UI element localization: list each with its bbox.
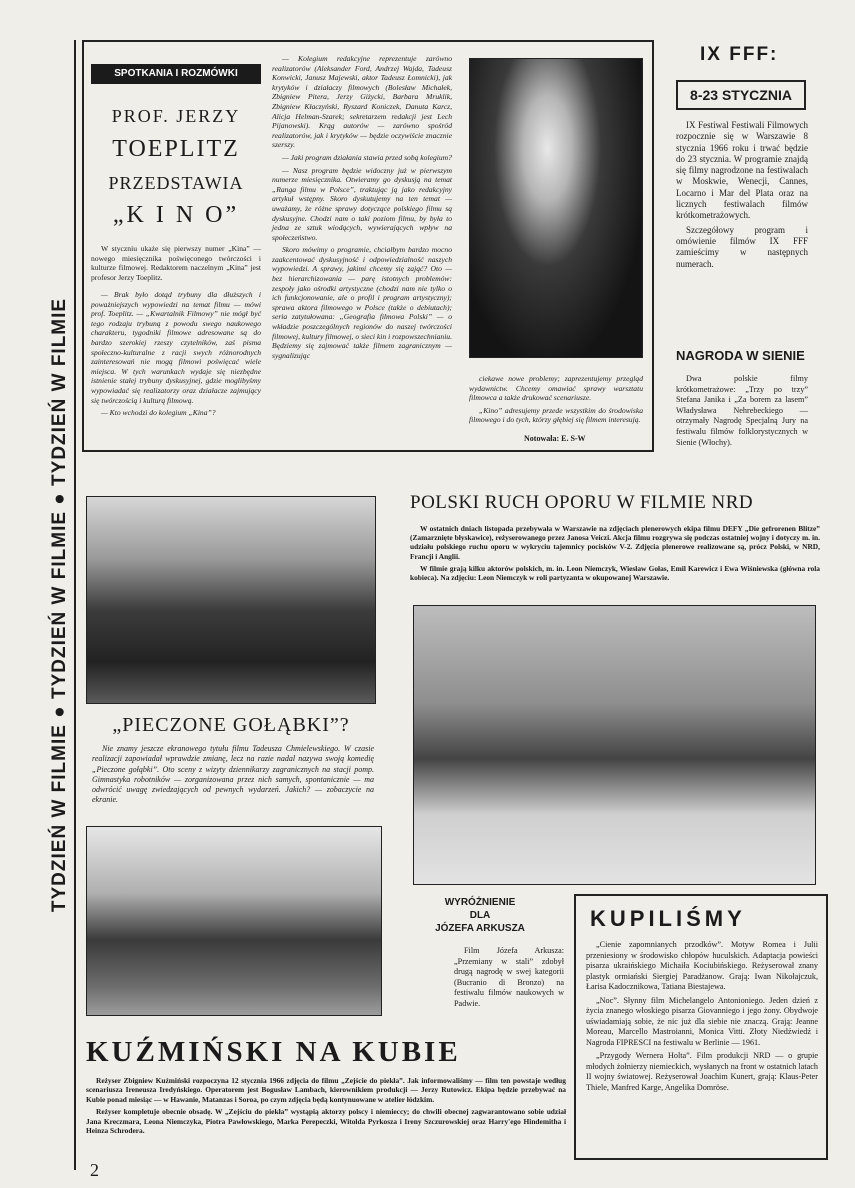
fff-body [676, 120, 808, 273]
interview-col2-p2: — Jaki program działania stawia przed sobą kolegium? [282, 152, 452, 162]
interview-col2 [272, 54, 452, 363]
interview-title-1: PROF. JERZY [111, 106, 241, 126]
interview-col3-p1: ciekawe nowe problemy; zaprezentujemy przegląd wydawnictw. Chcemy omawiać sprawy warsztatu filmowca a także drukować scenariusze. [469, 374, 643, 403]
siena-body [676, 374, 808, 451]
arkusz-title [396, 896, 564, 935]
kupilismy-p2: „Noc”. Słynny film Michelangelo Antonioniego. Jeden dzień z życia znanego włoskiego pisarza Giovanniego i jego żony. Obydwoje uświadamiają sobie, że nic już dla siebie nie znaczą. Grają: Jeanne Moreau, Marcello Mastroianni, Monica Vitti. Złoty Niedźwiedź i Nagroda FIPRESCI na festiwalu w Berlinie — 1961. [586, 995, 818, 1047]
interview-title-4: „K I N O” [112, 202, 240, 228]
golabki-body-text: Nie znamy jeszcze ekranowego tytułu filmu Tadeusza Chmielewskiego. W czasie realizacji zapowiadał wprawdzie zmianę, lecz na razie nadal nazywa swoją komedię „Pieczone gołąbki”. Oto sceny z wizyty dziennikarzy zagranicznych na stacji pomp. Gimnastyka robotników — zorganizowana przez nich samych, spontanicznie — ma odwrócić uwagę zwiedzających od pewnych wydarzeń. Jakich? — zobaczycie na ekranie. [92, 744, 374, 805]
arkusz-body [454, 946, 564, 1013]
golabki-photo-gymnastics [86, 826, 382, 1016]
nrd-body [410, 524, 820, 585]
arkusz-title-3: JÓZEFA ARKUSZA [435, 923, 525, 934]
golabki-title: „PIECZONE GOŁĄBKI”? [112, 714, 350, 736]
golabki-body [92, 744, 374, 809]
siena-body-text: Dwa polskie filmy krótkometrażowe: „Trzy po trzy” Stefana Janika i „Za borem za lasem” Władysława Nehrebeckiego — otrzymały Nagrodę Specjalną Jury na festiwalu filmów folklorystycznych w Sienie (Włochy). [676, 374, 808, 447]
interview-lead-text: W styczniu ukaże się pierwszy numer „Kina” — nowego miesięcznika poświęconego twórczości i kulturze filmowej. Redaktorem naczelnym „Kina” jest profesor Jerzy Toeplitz. [91, 244, 261, 282]
nrd-body-p2: W filmie grają kilku aktorów polskich, m. in. Leon Niemczyk, Wiesław Gołas, Emil Karewicz i Ewa Wiśniewska (główna rola kobieca). Na zdjęciu: Leon Niemczyk w roli partyzanta w okupowanej Warszawie. [410, 563, 820, 583]
kupilismy-box [574, 894, 828, 1160]
page-number: 2 [90, 1160, 99, 1180]
interview-box [82, 40, 654, 452]
arkusz-title-1: WYRÓŻNIENIE [444, 897, 516, 908]
golabki-photo-group [86, 496, 376, 704]
interview-col1-p2: — Kto wchodzi do kolegium „Kina”? [101, 408, 216, 418]
nrd-winter-photo [413, 605, 816, 885]
interview-col1-p1: — Brak było dotąd trybuny dla dłuższych i poważniejszych wypowiedzi na temat filmu — mówi prof. Toeplitz. — „Kwartalnik Filmowy” nie mógł być tego rodzaju trybuną z powodu swego naukowego charakteru, tygodniki filmowe adresowane są do bardzo szerokiej rzeszy czytelników, zaś pisma społeczno-kulturalne z racji swych różnorodnych zainteresowań nie mogą filmowi poświęcać wiele miejsca. W tych warunkach wydaje się niezbędne istnienie stałej trybuny dyskusyjnej, gdzie moglibyśmy wypowiadać się realizatorzy oraz działacze zajmujący się twórczością i kulturą filmową. [91, 290, 261, 405]
kupilismy-p1: „Cienie zapomnianych przodków”. Motyw Romea i Julii przeniesiony w środowisko chłopów huculskich. Adaptacja powieści pisarza ukraińskiego Michaiła Kociubińskiego. Reżyserował znany plastyk ormiański Siergiej Paradżanow. Grają: Iwan Nikołajczuk, Łarisa Kadocznikowa, Tatiana Biestajewa. [586, 940, 818, 991]
kuba-body [86, 1076, 566, 1138]
fff-title: IX FFF: [700, 44, 779, 65]
sidebar-text: TYDZIEŃ W FILMIE ● TYDZIEŃ W FILMIE ● TYDZIEŃ W FILMIE [49, 297, 70, 913]
nrd-title: POLSKI RUCH OPORU W FILMIE NRD [410, 492, 754, 513]
fff-dates-box [676, 80, 806, 110]
kupilismy-p3: „Przygody Wernera Holta”. Film produkcji NRD — o grupie młodych żołnierzy niemieckich, wysłanych na front w ostatnich latach II wojny światowej. Reżyserował Joachim Kunert, grają: Klaus-Peter Thiele, Manfred Karge, Angelika Domröse. [586, 1051, 818, 1092]
interview-col2-p1: — Kolegium redakcyjne reprezentuje zarówno realizatorów (Aleksander Ford, Andrzej Wajda, Tadeusz Konwicki, Janusz Majewski, aktor Tadeusz Łomnicki), jak krytyków i działaczy filmowych (Bolesław Michałek, Zbigniew Pitera, Jerzy Giżycki, Barbara Mruklik, Zbigniew Kłaczyński, Ryszard Koniczek, Danuta Karcz, Alicja Helman-Szarek; sekretarzem redakcji jest Lech Pijanowski). Krąg autorów — zarówno spośród realizatorów, jak i krytyków — będzie oczywiście znacznie szerszy. [272, 54, 452, 150]
interview-badge-label: SPOTKANIA I ROZMÓWKI [114, 68, 238, 79]
siena-title: NAGRODA W SIENIE [676, 348, 805, 363]
kuba-body-p2: Reżyser kompletuje obecnie obsadę. W „Zejściu do piekła” wystąpią aktorzy polscy i niemieccy; do chwili obecnej zagwarantowano sobie udział Jana Kreczmara, Leona Niemczyka, Piotra Pawłowskiego, Marka Perepeczki, Witolda Pyrkosza i Ireny Szczurowskiej oraz Harry'ego Hindemitha i Heinza Schrodera. [86, 1107, 566, 1136]
fff-body-p2: Szczegółowy program i omówienie filmów IX FFF zamieścimy w następnych numerach. [676, 224, 808, 269]
interview-signature: Notowała: E. S-W [524, 434, 586, 443]
interview-col2-p4: Skoro mówimy o programie, chciałbym bardzo mocno zaakcentować dyskusyjność i odpowiedzialność naszych wypowiedzi. A sprawy, jakimi chcemy się zająć? Oto — bez hierarchizowania — parę istotnych problemów: zespoły jako ośrodki artystyczne (chodzi nam nie tylko o ich funkcjonowanie, ale o profil i program artystyczny); sprawa aktora filmowego w Polsce (także o debiutach); seria zatytułowana: „Geografia filmowa Polski” — o wkładzie poszczególnych regionów do naszej twórczości filmowej, kultury filmowej, o sieci kin i rozpowszechnianiu. Będziemy się zajmować także filmem zagranicznym — sygnalizując [272, 245, 452, 360]
fff-dates: 8-23 STYCZNIA [690, 87, 792, 103]
kupilismy-body [586, 940, 818, 1096]
arkusz-body-text: Film Józefa Arkusza: „Przemiany w stali” zdobył drugą nagrodę w swej kategorii (Bucranio di Bronzo) na festiwalu filmów naukowych w Padwie. [454, 946, 564, 1008]
toeplitz-photo [469, 58, 643, 358]
fff-body-p1: IX Festiwal Festiwali Filmowych rozpocznie się w Warszawie 8 stycznia 1966 roku i trwać będzie do 23 stycznia. W programie znajdą się filmy nagrodzone na festiwalach w Moskwie, Wenecji, Cannes, Locarno i Mar del Plata oraz na licznych festiwalach filmów krótkometrażowych. [676, 120, 808, 221]
kuba-body-p1: Reżyser Zbigniew Kuźmiński rozpoczyna 12 stycznia 1966 zdjęcia do filmu „Zejście do piekła”. Jak informowaliśmy — film ten powstaje według scenariusza Ireneusza Iredyńskiego. Operatorem jest Bogusław Lambach, kierownikiem produkcji — Jerzy Rutowicz. Ekipa będzie przebywać na Kubie ponad miesiąc — w Hawanie, Matanzas i Soroa, po czym zdjęcia będą kontynuowane w atelier łódzkim. [86, 1076, 566, 1104]
arkusz-title-2: DLA [469, 910, 491, 921]
interview-title-3: PRZEDSTAWIA [108, 173, 244, 193]
interview-col3-p2: „Kino” adresujemy przede wszystkim do środowiska filmowego i do tych, którzy głębiej się filmem interesują. [469, 405, 643, 425]
interview-lead [91, 244, 261, 285]
kupilismy-title: KUPILIŚMY [590, 906, 746, 931]
sidebar-banner [46, 40, 76, 1170]
interview-col3 [469, 374, 643, 428]
interview-col1 [91, 290, 261, 421]
nrd-body-p1: W ostatnich dniach listopada przebywała w Warszawie na zdjęciach plenerowych ekipa filmu DEFY „Die gefrorenen Blitze” (Zamarznięte błyskawice), reżyserowanego przez Janosa Veiczi. Akcja filmu rozgrywa się podczas ostatniej wojny i dotyczy m. in. udziału polskiego ruchu oporu w wykryciu tajemnicy pocisków V-2. Zdjęcia plenerowe realizowane są, prócz Polski, w NRD, Francji i Anglii. [410, 524, 820, 561]
kuba-title: KUŹMIŃSKI NA KUBIE [86, 1036, 461, 1068]
interview-title-2: TOEPLITZ [112, 136, 240, 162]
interview-badge [91, 64, 261, 84]
interview-col2-p3: — Nasz program będzie widoczny już w pierwszym numerze miesięcznika. Otwieramy go dyskusją na temat „Ranga filmu w Polsce”, traktując ją jako redakcyjny artykuł wstępny. Skoro dyskutujemy na ten temat — uważamy, że różne sprawy dotyczące polskiego filmu są dyskusyjne. Chodzi nam o taki poziom filmu, by była to jedna ze sztuk wiodących, wywierających wpływ na społeczeństwo. [272, 165, 452, 242]
